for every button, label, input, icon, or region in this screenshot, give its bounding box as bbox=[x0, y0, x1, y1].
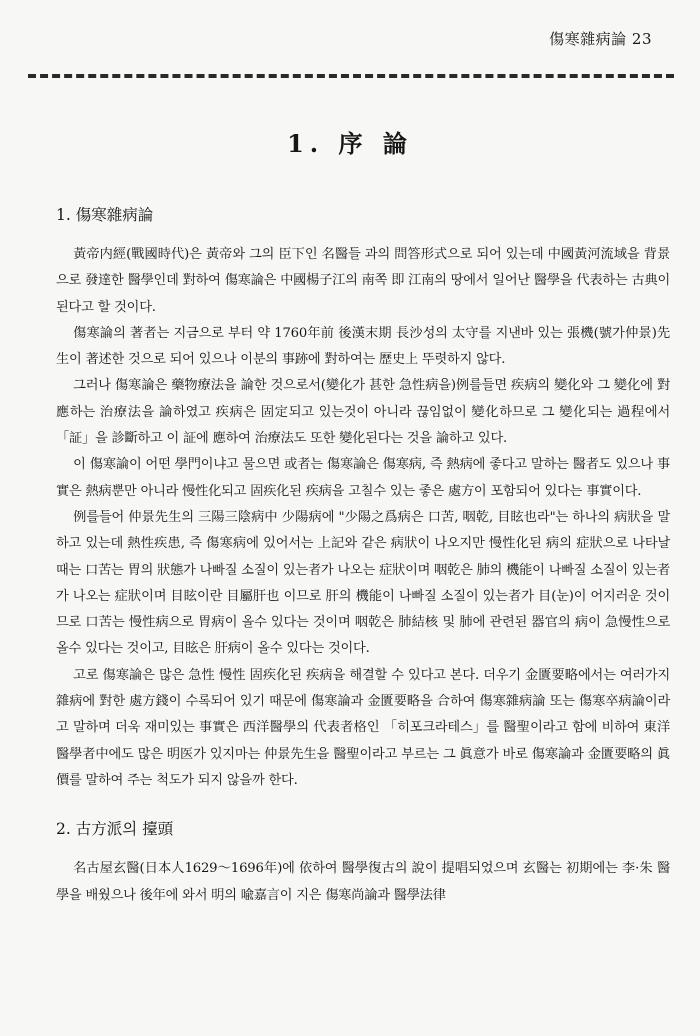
chapter-title: 1. 序 論 bbox=[287, 129, 413, 158]
header-rule bbox=[28, 74, 674, 78]
section-heading: 2. 古方派의 擡頭 bbox=[56, 820, 174, 839]
page-body bbox=[56, 202, 670, 909]
paragraph: 고로 傷寒論은 많은 急性 慢性 固疾化된 疾病을 해결할 수 있다고 본다. 더우기 金匱要略에서는 여러가지 雜病에 對한 處方錢이 수록되어 있기 때문에 傷寒論과 金匱要略을 合하여 傷寒雜病論 또는 傷寒卒病論이라고 말하며 더욱 재미있는 事實은 西洋醫學의 代表者格인 「히포크라테스」를 醫聖이라고 함에 비하여 東洋醫學者中에도 많은 明医가 있지마는 仲景先生을 醫聖이라고 부르는 그 眞意가 바로 傷寒論과 金匱要略의 眞價를 말하여 주는 척도가 되지 않을까 한다. bbox=[56, 667, 670, 788]
paragraph: 黃帝内經(戰國時代)은 黃帝와 그의 臣下인 名醫들 과의 問答形式으로 되어 있는데 中國黃河流域을 背景으로 發達한 醫學인데 對하여 傷寒論은 中國楊子江의 南쪽 即 江南의 땅에서 일어난 醫學을 代表하는 古典이 된다고 할 것이다. bbox=[56, 247, 670, 315]
paragraph: 傷寒論의 著者는 지금으로 부터 약 1760年前 後漢末期 長沙성의 太守를 지낸바 있는 張機(號가仲景)先生이 著述한 것으로 되어 있으나 이분의 事跡에 對하여는 歷史上 뚜렷하지 않다. bbox=[56, 325, 670, 368]
paragraph: 이 傷寒論이 어떤 學門이냐고 물으면 或者는 傷寒論은 傷寒病, 즉 熱病에 좋다고 말하는 醫者도 있으나 事實은 熱病뿐만 아니라 慢性化되고 固疾化된 疾病을 고칠수 있는 좋은 處方이 포함되어 있다는 事實이다. bbox=[56, 457, 670, 499]
running-header: 傷寒雜病論 23 bbox=[549, 30, 652, 48]
section-heading: 1. 傷寒雜病論 bbox=[56, 206, 154, 224]
section-1 bbox=[56, 202, 670, 794]
paragraph: 例를들어 仲景先生의 三陽三陰病中 少陽病에 "少陽之爲病은 口苦, 咽乾, 目眩也라"는 하나의 病狀을 말하고 있는데 熱性疾患, 즉 傷寒病에 있어서는 上記와 같은 病狀이 나오지만 慢性化된 病의 症狀으로 나타날 때는 口苦는 胃의 狀態가 나빠질 소질이 있는者가 나오는 症狀이며 咽乾은 肺의 機能이 나빠질 소질이 있는者가 나오는 症狀이며 目眩이란 目屬肝也 이므로 肝의 機能이 나빠질 소질이 있는者가 目(눈)이 어지러운 것이므로 口苦는 慢性病으로 胃病이 올수 있다는 것이며 咽乾은 肺結核 및 肺에 관련된 器官의 病이 急慢性으로 올수 있다는 것이고, 目眩은 肝病이 올수 있다는 것이다. bbox=[56, 509, 670, 657]
section-2 bbox=[56, 816, 670, 909]
paragraph: 그러나 傷寒論은 藥物療法을 論한 것으로서(變化가 甚한 急性病을)例를들면 疾病의 變化와 그 變化에 對應하는 治療法을 論하였고 疾病은 固定되고 있는것이 아니라 끊임없이 變化하므로 그 變化되는 過程에서 「証」을 診斷하고 이 証에 應하여 治療法도 또한 變化된다는 것을 論하고 있다. bbox=[56, 378, 670, 447]
paragraph: 名古屋玄醫(日本人1629～1696年)에 依하여 醫學復古의 說이 提唱되었으며 玄醫는 初期에는 李·朱 醫學을 배웠으나 後年에 와서 明의 喩嘉言이 지은 傷寒尚論과 醫學法律 bbox=[56, 861, 670, 903]
